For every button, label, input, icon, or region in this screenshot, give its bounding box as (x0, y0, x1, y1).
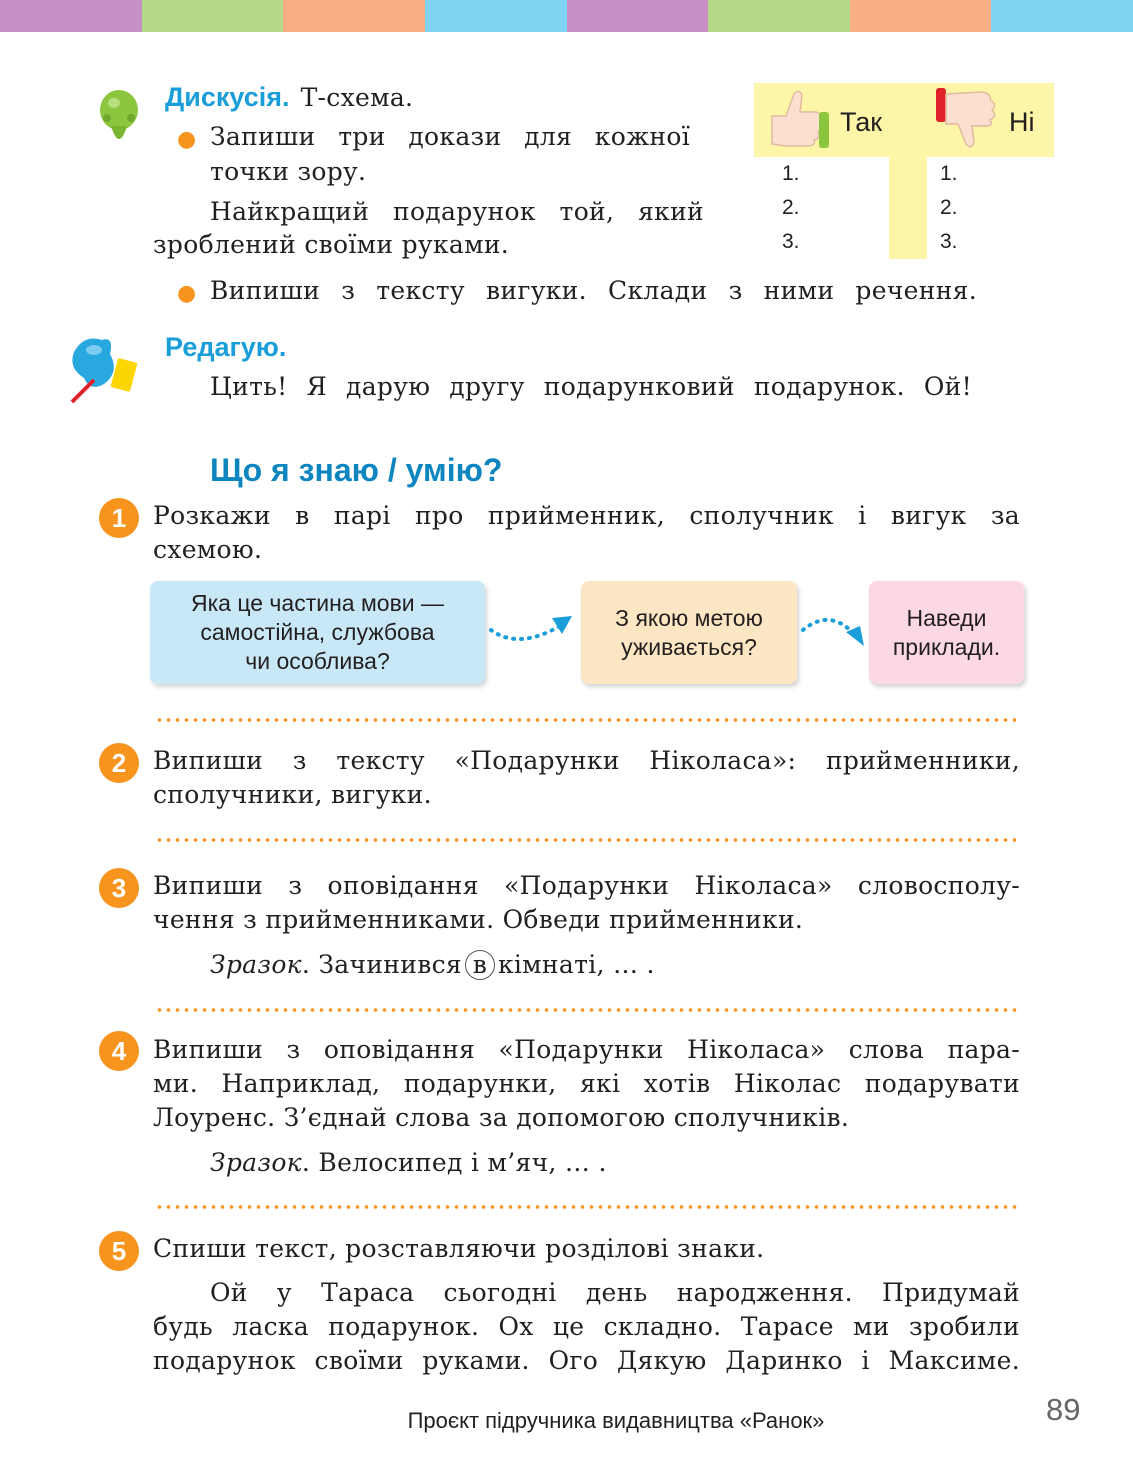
sample-rest: кімнаті, … . (497, 950, 655, 979)
top-color-strip (0, 0, 1133, 32)
page-number: 89 (1046, 1392, 1081, 1427)
task3-line2: чення з прийменниками. Обведи прийменники. (153, 905, 804, 934)
task5-paragraph-line: будь ласка подарунок. Ох це складно. Тарасе ми зробили (153, 1312, 1020, 1341)
discussion-heading (165, 81, 413, 115)
task5-paragraph-line: Ой у Тараса сьогодні день народження. Придумай (210, 1278, 1020, 1307)
task1-line1: Розкажи в парі про прийменник, сполучник і вигук за (153, 501, 1020, 530)
blue-mascot-pencil-icon (64, 332, 144, 406)
sample-text: Велосипед і м’яч, … . (318, 1148, 607, 1177)
tchart-yes-item: 3. (782, 230, 800, 253)
strip-segment (425, 0, 567, 32)
task5-paragraph-line: подарунок своїми руками. Ого Дякую Даринко і Максиме. (153, 1346, 1020, 1375)
tchart-divider (889, 157, 927, 259)
sample-dot: . (301, 950, 311, 979)
discussion-bullet2: Випиши з тексту вигуки. Склади з ними речення. (210, 276, 977, 305)
green-mascot-icon (94, 88, 144, 154)
scheme-box-part-of-speech (150, 581, 485, 684)
sample-label: Зразок (210, 1148, 302, 1177)
dotted-divider (155, 1205, 1021, 1209)
dotted-arrow-icon (488, 612, 574, 650)
dotted-divider (155, 838, 1021, 842)
tchart-yes-item: 2. (782, 196, 800, 219)
strip-segment (0, 0, 142, 32)
discussion-subtitle: Т-схема. (300, 83, 414, 112)
bullet-dot: ● (177, 281, 197, 306)
strip-segment (142, 0, 284, 32)
tchart-no-label: Ні (1009, 107, 1035, 137)
task-number-badge: 5 (99, 1231, 139, 1271)
task-number-badge: 2 (99, 743, 139, 783)
discussion-statement-line2: зроблений своїми руками. (153, 230, 510, 259)
task3-line1: Випиши з оповідання «Подарунки Ніколаса» словосполу- (153, 871, 1020, 900)
task1-line2: схемою. (153, 535, 263, 564)
scheme-box1-line: самостійна, службова (200, 619, 435, 645)
tchart-no-item: 1. (940, 162, 958, 185)
footer-publisher: Проєкт підручника видавництва «Ранок» (407, 1408, 825, 1433)
strip-segment (850, 0, 992, 32)
sample-word: Зачинився (318, 950, 462, 979)
task-number-badge: 4 (99, 1031, 139, 1071)
scheme-box3-line: приклади. (892, 633, 1001, 660)
scheme-box2-line: уживається? (621, 633, 757, 660)
scheme-box-examples (869, 581, 1024, 684)
edit-text: Цить! Я дарую другу подарунковий подарунок. Ой! (210, 372, 972, 401)
scheme-box3-line: Наведи (906, 604, 987, 631)
thumbs-down-icon (934, 86, 1004, 152)
task-number-badge: 3 (99, 868, 139, 908)
discussion-title: Дискусія. (165, 82, 290, 112)
sample-label: Зразок (210, 950, 302, 979)
scheme-box1-line: Яка це частина мови — (190, 590, 445, 616)
thumbs-up-icon (764, 86, 834, 152)
task4-line3: Лоуренс. З’єднай слова за допомогою сполучників. (153, 1103, 850, 1132)
scheme-box2-line: З якою метою (615, 604, 763, 631)
task4-line2: ми. Наприклад, подарунки, які хотів Ніколас подарувати (153, 1069, 1020, 1098)
task4-sample (210, 1146, 607, 1180)
task5-line1: Спиши текст, розставляючи розділові знаки. (153, 1234, 765, 1263)
tchart-no-item: 3. (940, 230, 958, 253)
strip-segment (283, 0, 425, 32)
task-number-badge: 1 (99, 498, 139, 538)
discussion-bullet1-line2: точки зору. (210, 157, 367, 186)
strip-segment (991, 0, 1133, 32)
task4-line1: Випиши з оповідання «Подарунки Ніколаса» слова пара- (153, 1035, 1020, 1064)
task2-line1: Випиши з тексту «Подарунки Ніколаса»: прийменники, (153, 746, 1020, 775)
task3-sample (210, 948, 655, 982)
strip-segment (708, 0, 850, 32)
edit-title: Редагую. (165, 332, 287, 362)
section-title: Що я знаю / умію? (210, 452, 503, 488)
tchart-yes-item: 1. (782, 162, 800, 185)
tchart-yes-label: Так (840, 107, 883, 137)
task2-line2: сполучники, вигуки. (153, 780, 432, 809)
dotted-arrow-icon (800, 610, 866, 650)
discussion-bullet1-line1: Запиши три докази для кожної (210, 122, 690, 151)
bullet-dot: ● (177, 127, 197, 152)
dotted-divider (155, 1008, 1021, 1012)
tchart-no-item: 2. (940, 196, 958, 219)
scheme-box-purpose (581, 581, 797, 684)
discussion-statement-line1: Найкращий подарунок той, який (210, 197, 704, 226)
sample-dot: . (301, 1148, 311, 1177)
strip-segment (567, 0, 709, 32)
dotted-divider (155, 718, 1021, 722)
circled-preposition: в (465, 950, 495, 980)
scheme-box1-line: чи особлива? (245, 648, 390, 674)
